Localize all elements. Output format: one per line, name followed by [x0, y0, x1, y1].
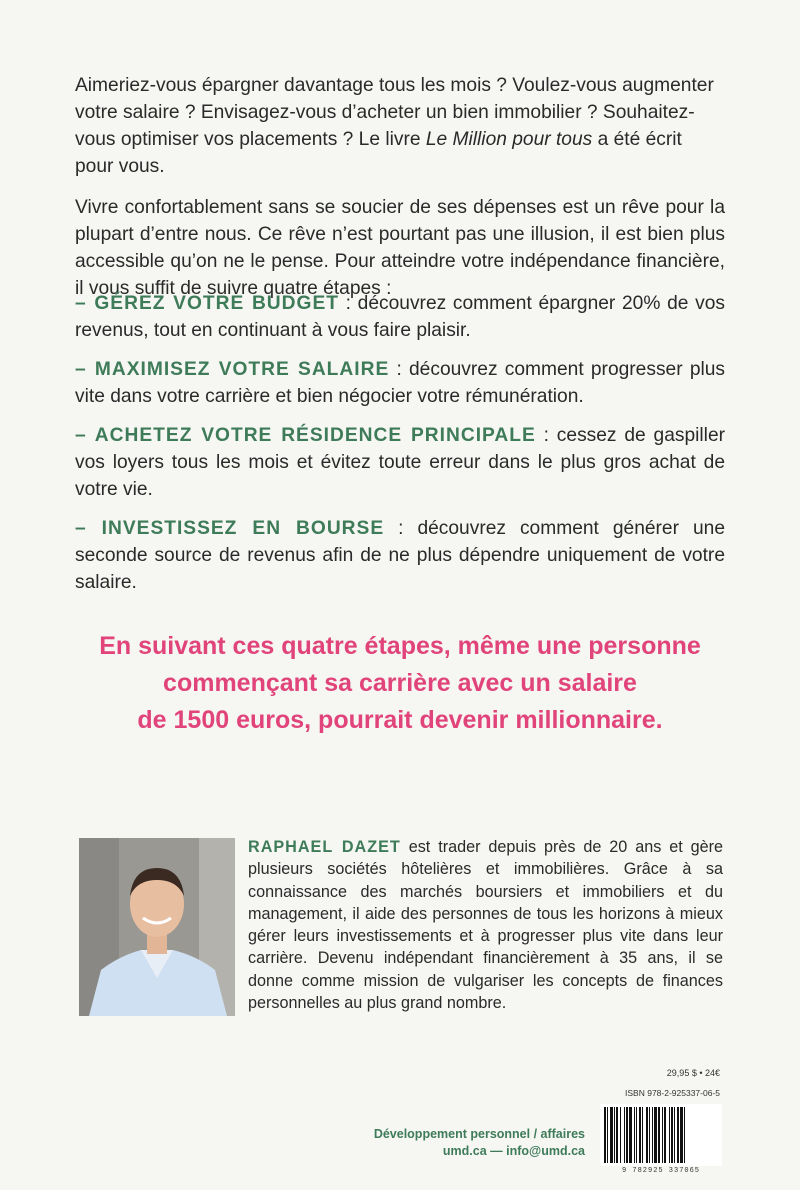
- author-portrait-icon: [79, 838, 235, 1016]
- step-title: – GÉREZ VOTRE BUDGET: [75, 293, 339, 314]
- intro-paragraph-1: [75, 72, 725, 180]
- step-item: [75, 356, 725, 410]
- barcode-bar: [607, 1107, 608, 1163]
- barcode-bar: [652, 1107, 653, 1163]
- barcode-bar: [680, 1107, 683, 1163]
- author-bio-text: est trader depuis près de 20 ans et gère plusieurs sociétés hôtelières et immobilières. Grâce à sa connaissance des marchés boursiers et immobiliers et du management, il aide des personnes de tous les horizons à mieux gérer leurs investissements et à progresser plus vite dans leur carrière. Devenu indépendant financièrement à 35 ans, il se donne comme mission de vulgariser les concepts de finances personnelles au plus grand nombre.: [248, 838, 723, 1013]
- barcode-bar: [639, 1107, 641, 1163]
- isbn-label: ISBN 978-2-925337-06-5: [625, 1088, 720, 1098]
- intro-text: [75, 72, 725, 316]
- barcode-icon: [600, 1104, 722, 1166]
- category-label: Développement personnel / affaires: [373, 1127, 585, 1141]
- barcode-bar: [634, 1107, 635, 1163]
- barcode-bar: [620, 1107, 621, 1163]
- step-text: : cessez de gaspiller vos loyers tous les mois et évitez toute erreur dans le plus gros achat de votre vie.: [75, 425, 726, 500]
- barcode-bar: [614, 1107, 615, 1163]
- barcode-bar: [658, 1107, 660, 1163]
- price-label: 29,95 $ • 24€: [666, 1068, 720, 1078]
- highlight-line-1: En suivant ces quatre étapes, même une personne: [99, 632, 701, 660]
- book-title: Le Million pour tous: [425, 129, 593, 150]
- author-bio: [248, 836, 723, 1014]
- author-photo: [79, 838, 235, 1016]
- highlight-line-2: commençant sa carrière avec un salaire: [163, 669, 637, 697]
- intro-paragraph-2: Vivre confortablement sans se soucier de ses dépenses est un rêve pour la plupart d’entre nous. Ce rêve n’est pourtant pas une illusion, il est bien plus accessible qu’on ne le pense. Pour atteindre votre indépendance financière, il vous suffit de suivre quatre étapes :: [75, 197, 725, 299]
- publisher-contact: umd.ca — info@umd.ca: [442, 1144, 585, 1158]
- barcode-bars: [600, 1104, 722, 1166]
- barcode-bar: [604, 1107, 606, 1163]
- step-text: : découvrez comment progresser plus vite dans votre carrière et bien négocier votre rémunération.: [75, 359, 726, 407]
- barcode-bar: [629, 1107, 632, 1163]
- barcode-bar: [624, 1107, 625, 1163]
- publisher-info: [340, 1126, 585, 1160]
- step-item: [75, 290, 725, 344]
- steps-list: [75, 290, 725, 608]
- step-title: – INVESTISSEZ EN BOURSE: [75, 518, 385, 539]
- step-text: : découvrez comment épargner 20% de vos revenus, tout en continuant à vous faire plaisir.: [75, 293, 725, 341]
- barcode-bar: [626, 1107, 628, 1163]
- barcode-bar: [674, 1107, 675, 1163]
- highlight-quote: [60, 628, 740, 739]
- step-title: – ACHETEZ VOTRE RÉSIDENCE PRINCIPALE: [75, 425, 536, 446]
- author-name: RAPHAEL DAZET: [248, 838, 401, 856]
- barcode-bar: [649, 1107, 650, 1163]
- barcode-bar: [664, 1107, 666, 1163]
- barcode-bar: [610, 1107, 613, 1163]
- barcode-bar: [646, 1107, 648, 1163]
- barcode-bar: [671, 1107, 673, 1163]
- barcode-number: 9 782925 337065: [621, 1167, 700, 1175]
- barcode-bar: [684, 1107, 685, 1163]
- step-item: [75, 515, 725, 596]
- barcode-bar: [677, 1107, 679, 1163]
- step-text: : découvrez comment générer une seconde source de revenus afin de ne plus dépendre uniquement de votre salaire.: [75, 518, 725, 593]
- step-title: – MAXIMISEZ VOTRE SALAIRE: [75, 359, 390, 380]
- barcode-bar: [616, 1107, 618, 1163]
- barcode-bar: [636, 1107, 637, 1163]
- barcode-bar: [662, 1107, 663, 1163]
- barcode-bar: [642, 1107, 643, 1163]
- step-item: [75, 422, 725, 503]
- barcode-bar: [654, 1107, 657, 1163]
- highlight-line-3: de 1500 euros, pourrait devenir millionnaire.: [137, 706, 663, 734]
- barcode-bar: [669, 1107, 670, 1163]
- intro-p1-end: a été écrit pour vous.: [75, 129, 682, 177]
- intro-p1-text: Aimeriez-vous épargner davantage tous les mois ? Voulez-vous augmenter votre salaire ? Envisagez-vous d’acheter un bien immobilier ? Souhaitez-vous optimiser vos placements ? Le livre: [75, 75, 714, 150]
